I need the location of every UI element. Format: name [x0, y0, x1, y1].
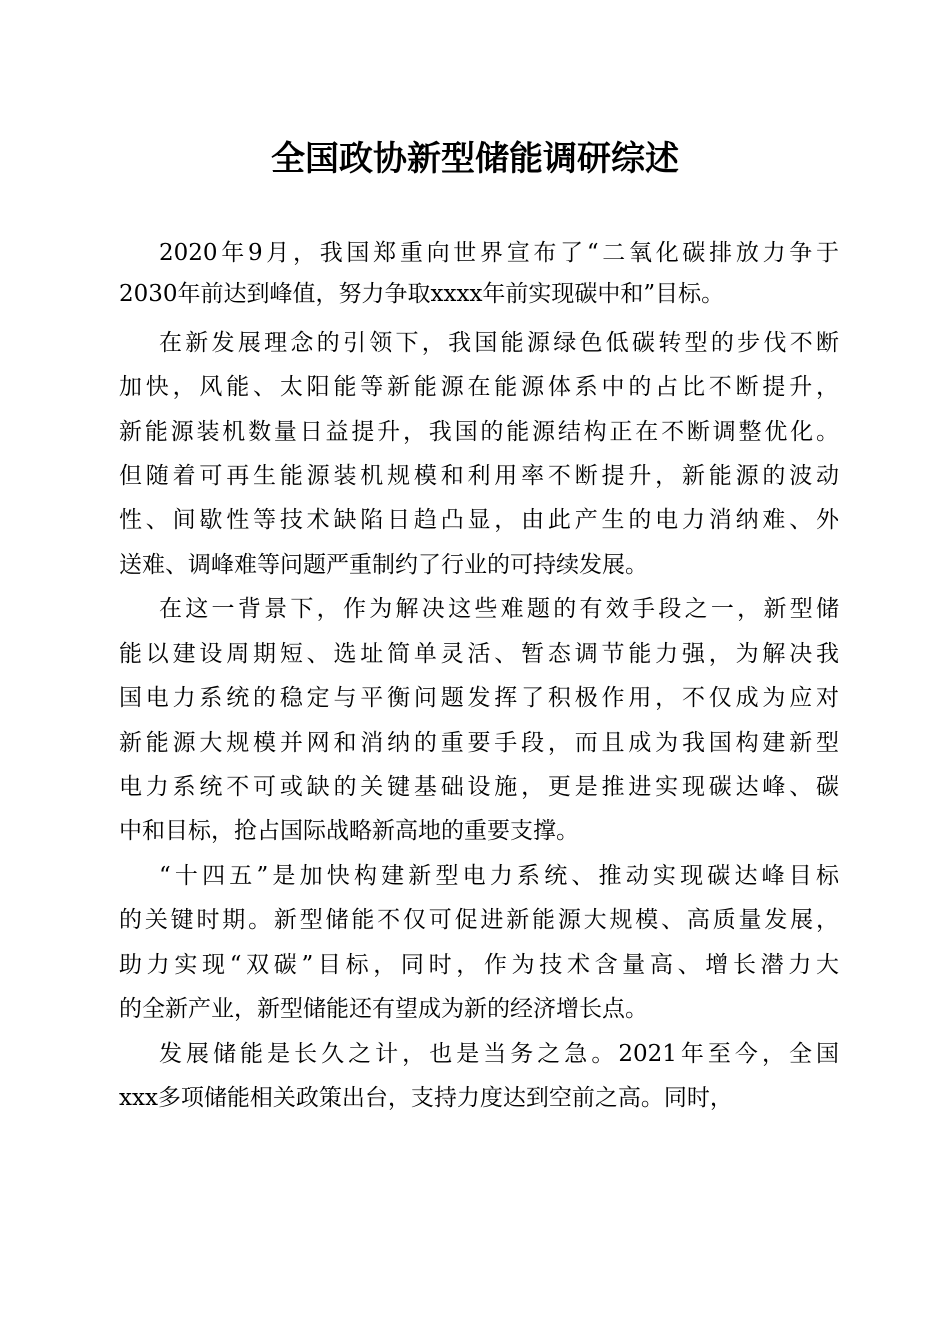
paragraph-4-line-3: 助力实现“双碳”目标，同时，作为技术含量高、增长潜力大: [119, 952, 839, 978]
paragraph-3-line-5: 电力系统不可或缺的关键基础设施，更是推进实现碳达峰、碳: [119, 774, 839, 800]
paragraph-3-line-3: 国电力系统的稳定与平衡问题发挥了积极作用，不仅成为应对: [119, 685, 839, 711]
paragraph-3-line-6: 中和目标，抢占国际战略新高地的重要支撑。: [119, 818, 579, 844]
paragraph-5-line-2: xxx多项储能相关政策出台，支持力度达到空前之高。同时，: [119, 1085, 733, 1111]
paragraph-2-line-4: 但随着可再生能源装机规模和利用率不断提升，新能源的波动: [119, 463, 839, 489]
paragraph-5-line-1: 发展储能是长久之计，也是当务之急。2021年至今，全国: [159, 1041, 839, 1067]
paragraph-4-line-4: 的全新产业，新型储能还有望成为新的经济增长点。: [119, 996, 648, 1022]
paragraph-3-line-4: 新能源大规模并网和消纳的重要手段，而且成为我国构建新型: [119, 730, 839, 756]
document-title: 全国政协新型储能调研综述: [271, 139, 679, 179]
paragraph-3-line-2: 能以建设周期短、选址简单灵活、暂态调节能力强，为解决我: [119, 641, 839, 667]
paragraph-1-line-1: 2020年9月，我国郑重向世界宣布了“二氧化碳排放力争于: [159, 240, 839, 266]
paragraph-2-line-2: 加快，风能、太阳能等新能源在能源体系中的占比不断提升，: [119, 374, 839, 400]
paragraph-2-line-6: 送难、调峰难等问题严重制约了行业的可持续发展。: [119, 552, 648, 578]
paragraph-4-line-2: 的关键时期。新型储能不仅可促进新能源大规模、高质量发展，: [119, 907, 839, 933]
paragraph-2-line-3: 新能源装机数量日益提升，我国的能源结构正在不断调整优化。: [119, 419, 839, 445]
paragraph-2-line-1: 在新发展理念的引领下，我国能源绿色低碳转型的步伐不断: [159, 330, 839, 356]
paragraph-3-line-1: 在这一背景下，作为解决这些难题的有效手段之一，新型储: [159, 596, 839, 622]
paragraph-1-line-2: 2030年前达到峰值，努力争取xxxx年前实现碳中和”目标。: [119, 281, 725, 307]
paragraph-2-line-5: 性、间歇性等技术缺陷日趋凸显，由此产生的电力消纳难、外: [119, 507, 839, 533]
paragraph-4-line-1: “十四五”是加快构建新型电力系统、推动实现碳达峰目标: [159, 863, 839, 889]
